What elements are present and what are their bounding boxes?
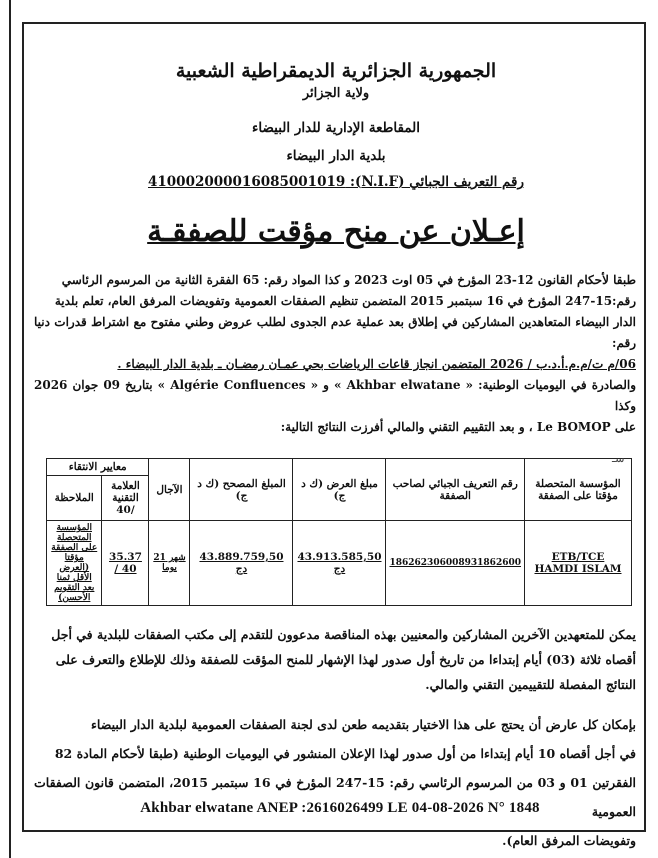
cell-tax-id: 186262306008931862600 (386, 521, 525, 606)
intro-paragraph (34, 270, 636, 438)
notice-line: في أجل أقصاه 10 أيام إبتداءا من أول صدور لهذا الإعلان المنشور في اليوميات الوطنية (طبقا لأحكام المادة 82 (54, 746, 636, 761)
notice-line: بإمكان كل عارض أن يحتج على هذا الاختيار بتقديمه طعن لدى لجنة الصفقات العمومية لبلدية الدار البيضاء (91, 717, 636, 732)
header-tax-id: رقم التعريف الجبائي لصاحب الصفقة (386, 459, 525, 521)
district-heading: المقاطعة الإدارية للدار البيضاء (251, 120, 421, 136)
intro-line: الدار البيضاء المتعاهدين المشاركين في إطلاق بعد عملية عدم الجدوى لطلب عروض وطني مفتوح مع اشتراط قدرات دنيا رقم: (34, 315, 636, 350)
cell-corrected-amount: 43.889.759,50 دج (190, 521, 293, 606)
notice-line: أقصاه ثلاثة (03) أيام إبتداءا من تاريخ أول صدور لهذا الإشهار للمنح المؤقت للصفقة وذلك للإطلاع والتعرف على (55, 652, 636, 667)
wilaya-heading: ولاية الجزائر (302, 86, 370, 101)
cell-observation: المؤسسة المتحصلة على الصفقة مؤقتا (العرض الأقل ثمنا بعد التقويم الأحسن) (47, 521, 102, 606)
intro-line: رقم:15-247 المؤرخ في 16 سبتمبر 2015 المتضمن تنظيم الصفقات العمومية وتفويضات المرفق العام، تعلم بلدية (54, 294, 636, 308)
page-left-border (9, 0, 11, 858)
notice-line: يمكن للمتعهدين الآخرين المشاركين والمعنيين بهذه المناقصة مدعوون للتقدم إلى مكتب الصفقات للبلدية في أجل (51, 627, 636, 642)
intro-line: طبقا لأحكام القانون 12-23 المؤرخ في 05 اوت 2023 و كذا المواد رقم: 65 الفقرة الثانية من المرسوم الرئاسي (61, 273, 636, 287)
header-technical-score: العلامة التقنية /40 (102, 476, 149, 521)
notice-review-paragraph (34, 622, 636, 697)
announcement-title (24, 214, 648, 249)
announcement-title-text: إعـلان عن منح مؤقت للصفقـة (147, 214, 525, 249)
nif-line: رقم التعريف الجبائي (N.I.F): 410002000016085001019 (148, 174, 524, 190)
header-evaluation: معايير الانتقاء (47, 459, 149, 476)
notice-line: الفقرتين 01 و 03 من المرسوم الرئاسي رقم: 15-247 المؤرخ في 16 سبتمبر 2015، المتضمن قانون الصفقات العمومية (34, 775, 636, 819)
cell-company: ETB/TCE HAMDI ISLAM (525, 521, 632, 606)
margin-handwriting: سـ (612, 452, 625, 465)
cell-bid-amount: 43.913.585,50 دج (293, 521, 386, 606)
notice-line: النتائج المفصلة للتقييمين التقني والمالي. (425, 677, 636, 692)
publication-footer: Akhbar elwatane ANEP :2616026499 LE 04-08-2026 N° 1848 (140, 800, 540, 816)
header-bid-amount: مبلغ العرض (ك د ج) (293, 459, 386, 521)
header-company: المؤسسة المتحصلة مؤقتا على الصفقة (525, 459, 632, 521)
table-header-row (47, 459, 632, 476)
results-table (46, 458, 632, 606)
cell-technical-score: 35.37 / 40 (102, 521, 149, 606)
header-corrected-amount: المبلغ المصحح (ك د ج) (190, 459, 293, 521)
intro-line: على Le BOMOP ، و بعد التقييم التقني والمالي أفرزت النتائج التالية: (280, 420, 636, 434)
cell-deadline: شهر 21 يوما (149, 521, 190, 606)
announcement-frame (22, 22, 646, 848)
intro-line: 06/م ت/م.م.أ.د.ب / 2026 المتضمن انجاز قاعات الرياضات بحي عمـان رمضـان ـ بلدية الدار البيضاء . (117, 357, 636, 371)
header-observation: الملاحظة (47, 476, 102, 521)
commune-heading: بلدية الدار البيضاء (286, 148, 386, 164)
header-deadline: الآجال (149, 459, 190, 521)
republic-heading: الجمهورية الجزائرية الديمقراطية الشعبية (175, 60, 497, 82)
table-row (47, 521, 632, 606)
intro-line: والصادرة في اليوميات الوطنية: « Akhbar elwatane » و « Algérie Confluences » بتاريخ 09 جوان 2026 وكذا (34, 378, 636, 413)
notice-appeal-paragraph (34, 710, 636, 855)
notice-line: وتفويضات المرفق العام). (502, 833, 636, 848)
